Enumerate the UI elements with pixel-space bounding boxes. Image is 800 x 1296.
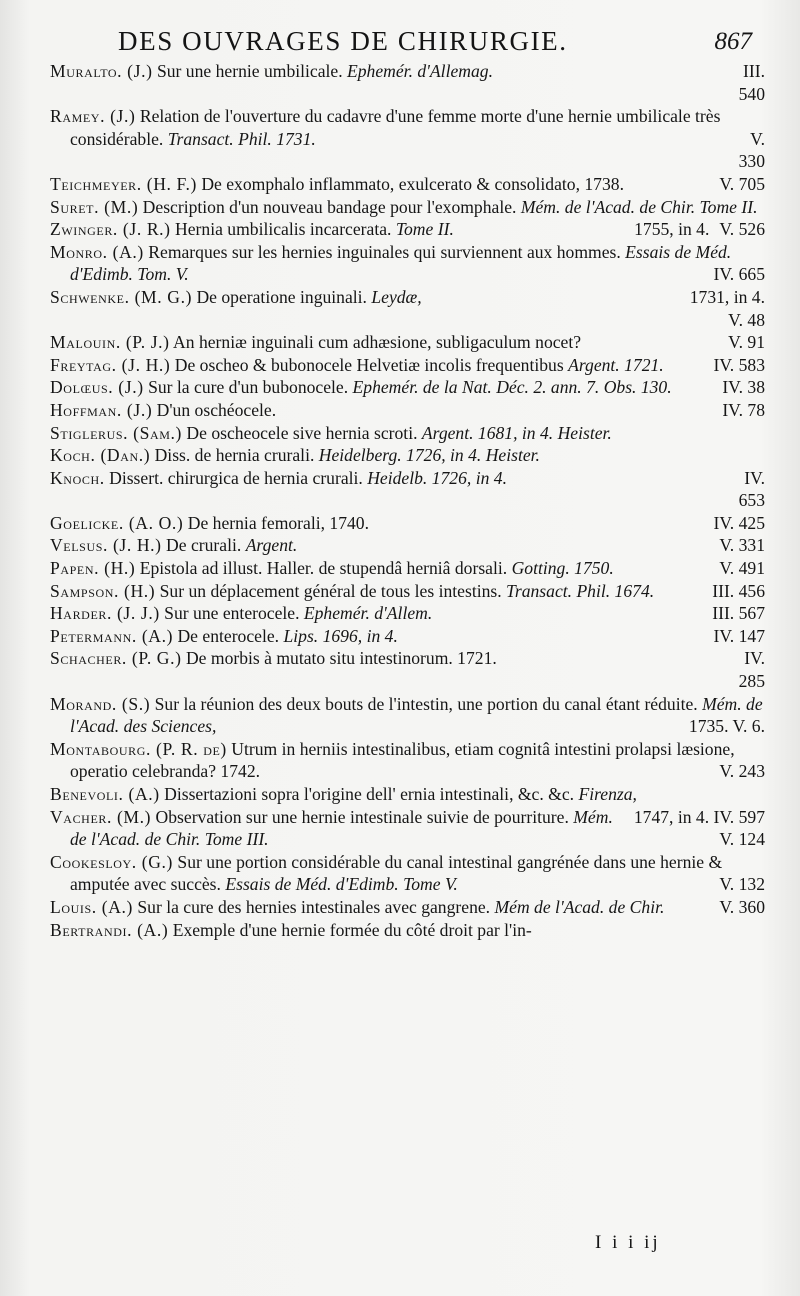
entry-author: Muralto. (J.)	[50, 61, 153, 81]
entry-volume-reference: IV.	[744, 467, 765, 488]
entry-source: Heidelberg. 1726, in 4. Heister.	[318, 445, 540, 466]
entry-source: Argent.	[245, 535, 298, 556]
page-number: 867	[714, 28, 752, 55]
entry-source: Essais de Méd. d'Edimb. Tome V.	[225, 874, 458, 895]
bibliography-entry	[50, 444, 765, 467]
entry-title: Dissert. chirurgica de hernia crurali.	[104, 467, 368, 488]
entry-title: Sur une portion considérable du canal intestinal gangrénée dans une hernie & amputée avec succès.	[70, 851, 723, 895]
entry-author: Morand. (S.)	[50, 693, 151, 714]
entry-title: D'un oschéocele.	[152, 399, 277, 420]
entry-source: Ephemér. de la Nat. Déc. 2. ann. 7. Obs. 130.	[352, 377, 672, 398]
bibliography-entry	[50, 286, 765, 331]
entry-title: Sur une hernie umbilicale.	[152, 61, 348, 81]
entry-volume-reference: IV. 147	[713, 625, 765, 646]
entry-page-continuation: 330	[738, 151, 765, 172]
bibliography-entry	[50, 467, 765, 512]
entry-title: Sur la cure des hernies intestinales avec gangrene.	[132, 896, 495, 917]
bibliography-entry	[50, 647, 765, 692]
bibliography-entry	[50, 738, 765, 783]
entry-volume-reference: V. 705	[719, 173, 765, 194]
entry-title: De hernia femorali, 1740.	[183, 512, 370, 533]
entry-title: Remarques sur les hernies inguinales qui surviennent aux hommes.	[143, 241, 626, 262]
bibliography-entry	[50, 422, 765, 445]
entry-volume-reference: III. 456	[712, 580, 765, 601]
entry-author: Hoffman. (J.)	[50, 399, 153, 420]
entry-source: Ephemér. d'Allemag.	[347, 61, 493, 81]
entry-volume-reference: III. 567	[712, 603, 765, 624]
entry-volume-reference: V. 132	[719, 874, 765, 895]
entry-title: Utrum in herniis intestinalibus, etiam cognitâ intestini prolapsi læsione, operatio celebranda? 1742.	[70, 738, 735, 782]
entry-author: Cookesloy. (G.)	[50, 851, 174, 872]
bibliography-entry	[50, 557, 765, 580]
bibliography-entry	[50, 241, 765, 286]
entry-title: Sur un déplacement général de tous les intestins.	[155, 580, 507, 601]
entry-author: Vacher. (M.)	[50, 806, 152, 827]
entry-source: Mém. de l'Acad. de Chir. Tome III.	[70, 806, 613, 850]
entry-title: De oscheocele sive hernia scroti.	[182, 422, 422, 443]
entry-volume-reference: IV. 583	[713, 354, 765, 375]
entry-volume-reference: V. 124	[719, 829, 765, 850]
bibliography-entry	[50, 376, 765, 399]
entry-title: De exomphalo inflammato, exulcerato & consolidato, 1738.	[196, 173, 624, 194]
entry-title: De operatione inguinali.	[192, 286, 372, 307]
entry-title: De oscheo & bubonocele Helvetiæ incolis frequentibus	[170, 354, 569, 375]
bibliography-entry	[50, 331, 765, 354]
entry-volume-reference: V. 91	[728, 332, 765, 353]
entry-volume-reference: IV. 38	[722, 377, 765, 398]
bibliography-entry	[50, 173, 765, 196]
entry-source: Argent. 1681, in 4. Heister.	[421, 422, 612, 443]
entry-author: Schwenke. (M. G.)	[50, 286, 193, 307]
entry-volume-reference: V. 243	[719, 761, 765, 782]
entry-source: Mém. de l'Acad. des Sciences,	[70, 693, 763, 737]
entry-author: Bertrandi. (A.)	[50, 919, 169, 940]
entry-title: Relation de l'ouverture du cadavre d'une femme morte d'une hernie umbilicale très considérable.	[70, 106, 721, 149]
entry-title: De crurali.	[161, 535, 246, 556]
bibliography-entry	[50, 534, 765, 557]
entry-author: Stiglerus. (Sam.)	[50, 422, 183, 443]
page-header	[60, 22, 760, 62]
entry-author: Schacher. (P. G.)	[50, 648, 182, 669]
entry-author: Dolœus. (J.)	[50, 377, 144, 398]
entry-title: Exemple d'une hernie formée du côté droit par l'in-	[168, 919, 532, 940]
bibliography-entry	[50, 218, 765, 241]
entry-volume-reference: 1755, in 4.	[634, 219, 710, 240]
entry-author: Zwinger. (J. R.)	[50, 219, 171, 240]
entry-author: Malouin. (P. J.)	[50, 332, 170, 353]
entry-volume-reference: 1731, in 4.	[689, 286, 765, 307]
entry-volume-reference: 1735. V. 6.	[688, 716, 765, 737]
entry-page-continuation: 653	[738, 490, 765, 511]
entry-source: Firenza,	[578, 784, 637, 804]
entry-title: Diss. de hernia crurali.	[150, 445, 319, 466]
bibliography-entry	[50, 625, 765, 648]
entry-title: De enterocele.	[173, 625, 284, 646]
entry-source: Mém de l'Acad. de Chir.	[494, 896, 665, 917]
entry-source: Tome II.	[395, 219, 454, 240]
entry-source: Mém. de l'Acad. de Chir. Tome II.	[520, 196, 758, 217]
entry-author: Monro. (A.)	[50, 241, 144, 262]
entry-source: Essais de Méd. d'Edimb. Tom. V.	[70, 241, 732, 285]
printer-signature-mark: I i i ij	[595, 1232, 661, 1253]
bibliography-entry	[50, 399, 765, 422]
entry-source: Lips. 1696, in 4.	[283, 625, 398, 646]
entry-volume-reference: V. 491	[719, 558, 765, 579]
entry-title: Sur la cure d'un bubonocele.	[143, 377, 353, 398]
entry-source: Leydæ,	[371, 286, 422, 307]
bibliography-entry	[50, 896, 765, 919]
entry-title: An herniæ inguinali cum adhæsione, subligaculum nocet?	[169, 332, 582, 353]
entry-author: Goelicke. (A. O.)	[50, 512, 184, 533]
entry-title: Sur la réunion des deux bouts de l'intestin, une portion du canal étant réduite.	[150, 693, 703, 714]
entry-title: Description d'un nouveau bandage pour l'exomphale.	[138, 196, 521, 217]
running-title: DES OUVRAGES DE CHIRURGIE.	[118, 26, 568, 56]
entry-page-continuation: 285	[738, 671, 765, 692]
entry-volume-reference: V. 526	[719, 219, 765, 240]
entry-author: Montabourg. (P. R. de)	[50, 738, 227, 759]
entry-title: Observation sur une hernie intestinale suivie de pourriture.	[151, 806, 574, 827]
entry-volume-reference: IV. 665	[713, 264, 765, 285]
entry-source: Heidelb. 1726, in 4.	[367, 467, 507, 488]
entry-source: Transact. Phil. 1674.	[506, 580, 655, 601]
entry-author: Freytag. (J. H.)	[50, 354, 171, 375]
entry-title: Dissertazioni sopra l'origine dell' ernia intestinali, &c. &c.	[159, 784, 579, 804]
entry-title: Sur une enterocele.	[159, 603, 304, 624]
entry-author: Teichmeyer. (H. F.)	[50, 173, 197, 194]
entry-author: Benevoli. (A.)	[50, 784, 160, 804]
entry-author: Louis. (A.)	[50, 896, 133, 917]
entry-source: Transact. Phil. 1731.	[167, 128, 316, 149]
bibliography-entry	[50, 919, 765, 942]
entry-author: Papen. (H.)	[50, 558, 136, 579]
entry-volume-reference: 1747, in 4. IV. 597	[633, 806, 765, 827]
bibliography-entry	[50, 806, 765, 851]
entry-title: Epistola ad illust. Haller. de stupendâ herniâ dorsali.	[135, 558, 512, 579]
entry-volume-reference: III.	[743, 61, 765, 81]
entry-title: De morbis à mutato situ intestinorum. 1721.	[181, 648, 497, 669]
bibliography-list	[50, 60, 765, 941]
entry-volume-reference: IV.	[744, 648, 765, 669]
bibliography-entry	[50, 512, 765, 535]
bibliography-entry	[50, 105, 765, 173]
entry-volume-reference: IV. 78	[722, 399, 765, 420]
bibliography-entry	[50, 580, 765, 603]
entry-author: Harder. (J. J.)	[50, 603, 160, 624]
entry-volume-reference: V. 331	[719, 535, 765, 556]
bibliography-entry	[50, 851, 765, 896]
entry-volume-reference: V.	[750, 128, 765, 149]
bibliography-entry	[50, 60, 765, 105]
bibliography-entry	[50, 693, 765, 738]
entry-source: Ephemér. d'Allem.	[303, 603, 433, 624]
entry-page-continuation: 540	[738, 83, 765, 104]
entry-author: Suret. (M.)	[50, 196, 139, 217]
entry-volume-reference: V. 360	[719, 896, 765, 917]
entry-author: Velsus. (J. H.)	[50, 535, 162, 556]
entry-author: Knoch.	[50, 467, 105, 488]
bibliography-entry	[50, 354, 765, 377]
entry-page-continuation: V. 48	[728, 309, 765, 330]
entry-title: Hernia umbilicalis incarcerata.	[170, 219, 396, 240]
entry-author: Koch. (Dan.)	[50, 445, 151, 466]
bibliography-entry	[50, 602, 765, 625]
entry-source: Argent. 1721.	[568, 354, 664, 375]
entry-author: Sampson. (H.)	[50, 580, 156, 601]
entry-author: Ramey. (J.)	[50, 106, 136, 127]
entry-author: Petermann. (A.)	[50, 625, 174, 646]
entry-volume-reference: IV. 425	[713, 512, 765, 533]
entry-source: Gotting. 1750.	[511, 558, 614, 579]
